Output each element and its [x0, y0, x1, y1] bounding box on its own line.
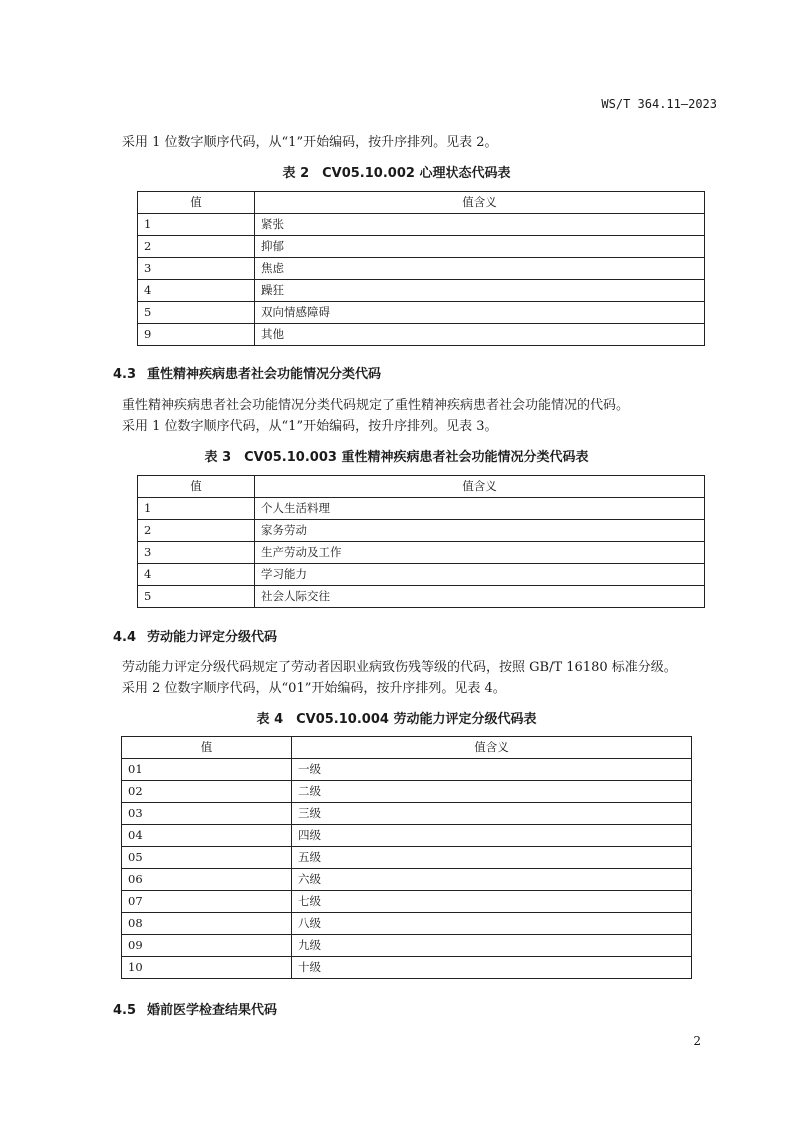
- page-number: 2: [693, 1034, 701, 1048]
- table-header-row: [138, 476, 705, 498]
- table-row: [138, 542, 705, 564]
- table-row: [138, 520, 705, 542]
- cell-meaning: 五级: [292, 847, 692, 869]
- cell-code: 5: [138, 302, 255, 324]
- table-row: [138, 280, 705, 302]
- section-title: 劳动能力评定分级代码: [147, 630, 278, 645]
- table3: [137, 475, 705, 608]
- table-row: [122, 935, 692, 957]
- cell-meaning: 个人生活料理: [255, 498, 705, 520]
- table-row: [138, 236, 705, 258]
- section-4-4-paragraph-2: 采用 2 位数字顺序代码，从“01”开始编码，按升序排列。见表 4。: [122, 681, 506, 696]
- cell-code: 01: [122, 759, 292, 781]
- table2-caption: 表 2 CV05.10.002 心理状态代码表: [282, 166, 511, 181]
- cell-code: 1: [138, 498, 255, 520]
- cell-meaning: 社会人际交往: [255, 586, 705, 608]
- cell-code: 2: [138, 520, 255, 542]
- section-4-4-paragraph-1: 劳动能力评定分级代码规定了劳动者因职业病致伤残等级的代码，按照 GB/T 16180 标准分级。: [122, 660, 677, 675]
- cell-code: 05: [122, 847, 292, 869]
- table-row: [122, 847, 692, 869]
- cell-meaning: 六级: [292, 869, 692, 891]
- section-4-3-paragraph-2: 采用 1 位数字顺序代码，从“1”开始编码，按升序排列。见表 3。: [122, 419, 498, 434]
- column-header-meaning: 值含义: [255, 192, 705, 214]
- section-title: 重性精神疾病患者社会功能情况分类代码: [147, 367, 382, 382]
- cell-code: 10: [122, 957, 292, 979]
- cell-meaning: 其他: [255, 324, 705, 346]
- section-title: 婚前医学检查结果代码: [147, 1003, 278, 1018]
- table-row: [138, 564, 705, 586]
- cell-meaning: 二级: [292, 781, 692, 803]
- cell-code: 1: [138, 214, 255, 236]
- cell-code: 09: [122, 935, 292, 957]
- cell-code: 3: [138, 258, 255, 280]
- cell-meaning: 紧张: [255, 214, 705, 236]
- table-row: [138, 302, 705, 324]
- cell-code: 07: [122, 891, 292, 913]
- table-row: [122, 759, 692, 781]
- cell-code: 2: [138, 236, 255, 258]
- cell-meaning: 躁狂: [255, 280, 705, 302]
- cell-meaning: 三级: [292, 803, 692, 825]
- cell-meaning: 焦虑: [255, 258, 705, 280]
- section-4-3-paragraph-1: 重性精神疾病患者社会功能情况分类代码规定了重性精神疾病患者社会功能情况的代码。: [122, 398, 630, 413]
- cell-code: 06: [122, 869, 292, 891]
- table2: [137, 191, 705, 346]
- column-header-value: 值: [138, 476, 255, 498]
- section-number: 4.3: [113, 367, 137, 382]
- table4: [121, 736, 692, 979]
- cell-meaning: 一级: [292, 759, 692, 781]
- section-number: 4.4: [113, 630, 137, 645]
- document-id-header: WS/T 364.11—2023: [601, 97, 717, 111]
- table-row: [122, 825, 692, 847]
- table3-caption: 表 3 CV05.10.003 重性精神疾病患者社会功能情况分类代码表: [204, 450, 589, 465]
- cell-code: 03: [122, 803, 292, 825]
- column-header-meaning: 值含义: [292, 737, 692, 759]
- table-row: [138, 324, 705, 346]
- cell-code: 08: [122, 913, 292, 935]
- column-header-meaning: 值含义: [255, 476, 705, 498]
- table-row: [138, 586, 705, 608]
- column-header-value: 值: [138, 192, 255, 214]
- cell-code: 5: [138, 586, 255, 608]
- cell-meaning: 七级: [292, 891, 692, 913]
- cell-meaning: 家务劳动: [255, 520, 705, 542]
- cell-code: 9: [138, 324, 255, 346]
- cell-meaning: 九级: [292, 935, 692, 957]
- table-row: [122, 803, 692, 825]
- table4-caption: 表 4 CV05.10.004 劳动能力评定分级代码表: [256, 712, 537, 727]
- cell-meaning: 抑郁: [255, 236, 705, 258]
- table-row: [122, 781, 692, 803]
- section-4-3-heading: [113, 363, 381, 382]
- cell-code: 3: [138, 542, 255, 564]
- section-number: 4.5: [113, 1003, 137, 1018]
- table-row: [138, 498, 705, 520]
- table-row: [122, 957, 692, 979]
- cell-meaning: 学习能力: [255, 564, 705, 586]
- cell-meaning: 双向情感障碍: [255, 302, 705, 324]
- section-4-4-heading: [113, 626, 277, 645]
- table-row: [122, 869, 692, 891]
- cell-meaning: 四级: [292, 825, 692, 847]
- cell-code: 04: [122, 825, 292, 847]
- column-header-value: 值: [122, 737, 292, 759]
- intro-paragraph: 采用 1 位数字顺序代码，从“1”开始编码，按升序排列。见表 2。: [122, 135, 498, 150]
- table-header-row: [122, 737, 692, 759]
- table-row: [122, 891, 692, 913]
- table-row: [122, 913, 692, 935]
- cell-meaning: 生产劳动及工作: [255, 542, 705, 564]
- cell-code: 4: [138, 564, 255, 586]
- cell-meaning: 十级: [292, 957, 692, 979]
- cell-meaning: 八级: [292, 913, 692, 935]
- section-4-5-heading: [113, 999, 277, 1018]
- table-row: [138, 214, 705, 236]
- table-header-row: [138, 192, 705, 214]
- table-row: [138, 258, 705, 280]
- cell-code: 02: [122, 781, 292, 803]
- cell-code: 4: [138, 280, 255, 302]
